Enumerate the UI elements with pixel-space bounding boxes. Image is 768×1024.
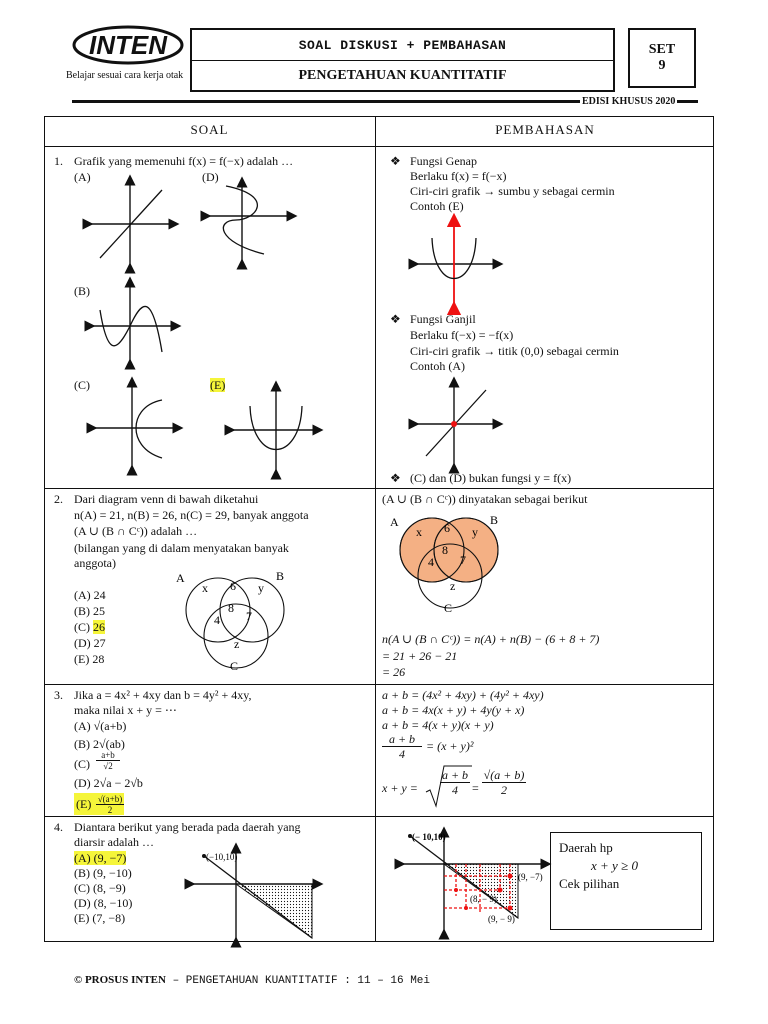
q2-sol-line2: = 21 + 26 − 21 [382,649,458,663]
q4-sol-p2: (8, − 9) [470,894,497,904]
logo-text: INTEN [89,30,167,60]
q3-option-e-fraction: √(a+b) 2 [97,794,123,815]
footer-brand: © PROSUS INTEN [74,974,166,986]
venn-label-c: C [444,601,453,615]
graph-b [90,280,180,364]
q4-sol-p1: (9, −7) [518,872,543,882]
sol-rule-even: Berlaku f(x) = f(−x) [410,169,507,183]
q2-number: 2. [54,492,63,506]
q4-option-a: (A) (9, −7) [74,851,127,865]
q2-line4: (bilangan yang di dalam menyatakan banyak [74,541,289,555]
sol-title-even: Fungsi Genap [410,154,477,168]
venn-7: 7 [246,609,252,623]
venn-z: z [450,579,456,593]
q3-sol-4-rhs: = (x + y)² [426,739,474,753]
venn-x: x [202,581,208,595]
sol-title-odd: Fungsi Ganjil [410,312,476,326]
q1-number: 1. [54,154,63,168]
q3-sol-5-eq: = [472,781,479,795]
graph-even-example [414,218,500,308]
q4-box-line2: x + y ≥ 0 [591,858,638,873]
q2-line1: Dari diagram venn di bawah diketahui [74,492,259,506]
venn-6: 6 [230,579,236,593]
q1-label-d: (D) [202,170,219,184]
q4-answer-box [550,832,702,930]
venn-label-a: A [176,571,185,585]
q4-option-c: (C) (8, −9) [74,881,126,895]
tagline: Belajar sesuai cara kerja otak [66,70,184,81]
q2-sol-line3: = 26 [382,665,406,679]
header-title-2: PENGETAHUAN KUANTITATIF [298,68,507,83]
q2-line2: n(A) = 21, n(B) = 26, n(C) = 29, banyak anggota [74,508,309,522]
header-title-box [190,28,615,92]
sol-char-even: Ciri-ciri grafik → sumbu y sebagai cermin [410,184,615,198]
column-divider [375,116,376,942]
q1-label-e: (E) [210,378,226,392]
venn-label-b: B [276,569,285,583]
q1-label-c: (C) [74,378,90,392]
graph-c [92,380,182,470]
q4-graph-point: (−10,10) [206,852,238,862]
row-divider [44,146,714,147]
venn-6: 6 [444,521,450,535]
q3-sol-5-fraction: √(a + b) 2 [483,768,525,797]
sol-example-even: Contoh (E) [410,199,464,213]
q2-answer-highlight: 26 [93,620,105,634]
graph-e [230,384,322,474]
venn-diagram-question [172,568,302,672]
edition-label: EDISI KHUSUS 2020 [582,96,676,107]
q4-number: 4. [54,820,63,834]
set-label: SET [648,42,676,57]
q4-sol-point: (− 10,10) [412,832,446,842]
q4-graph [190,846,320,942]
q4-option-b: (B) (9, −10) [74,866,132,880]
graph-odd-example [414,380,500,470]
q3-sol-5-lhs: x + y = [382,781,418,795]
set-number: 9 [658,58,666,73]
row-divider [44,684,714,685]
q3-sol-1: a + b = (4x² + 4xy) + (4y² + 4xy) [382,688,544,702]
set-box [628,28,696,88]
q3-line1: Jika a = 4x² + 4xy dan b = 4y² + 4xy, [74,688,252,702]
q3-sol-5-radicand: a + b 4 [441,768,469,797]
venn-4: 4 [214,613,220,627]
q2-option-a: (A) 24 [74,588,106,602]
column-header-pembahasan: PEMBAHASAN [495,122,595,137]
q2-sol-line1: n(A ∪ (B ∩ Cᶜ)) = n(A) + n(B) − (6 + 8 + 7) [382,632,600,646]
venn-label-b: B [490,513,499,527]
footer-rest: – PENGETAHUAN KUANTITATIF : 11 – 16 Mei [165,975,431,987]
q2-line5: anggota) [74,556,116,570]
q3-option-b: (B) 2√(ab) [74,737,125,751]
q2-option-b: (B) 25 [74,604,105,618]
q1-label-b: (B) [74,284,90,298]
sol-example-odd: Contoh (A) [410,359,465,373]
graph-d [206,180,296,264]
q4-box-line3: Cek pilihan [559,876,620,891]
q3-sol-2: a + b = 4x(x + y) + 4y(y + x) [382,703,525,717]
q3-sol-3: a + b = 4(x + y)(x + y) [382,718,494,732]
diamond-bullet: ❖ [390,154,401,168]
q3-line2: maka nilai x + y = ⋯ [74,703,177,717]
venn-y: y [472,525,478,539]
q3-option-c-fraction: a+b √2 [96,750,120,771]
q3-option-e-label: (E) [76,797,92,811]
venn-label-a: A [390,515,399,529]
q3-option-a: (A) √(a+b) [74,719,127,733]
q2-option-d: (D) 27 [74,636,106,650]
venn-8: 8 [442,543,448,557]
q1-question: Grafik yang memenuhi f(x) = f(−x) adalah … [74,154,294,168]
q4-line1: Diantara berikut yang berada pada daerah yang [74,820,301,834]
q2-line3: (A ∪ (B ∩ Cᶜ)) adalah … [74,524,198,538]
q1-label-a: (A) [74,170,91,184]
q3-option-d: (D) 2√a − 2√b [74,776,143,790]
q4-line2: diarsir adalah … [74,835,154,849]
q4-solution-graph [400,830,550,934]
sol-char-odd: Ciri-ciri grafik → titik (0,0) sebagai cermin [410,344,619,358]
q3-sol-4-fraction: a + b 4 [382,732,422,761]
footer [74,974,430,987]
sol-rule-odd: Berlaku f(−x) = −f(x) [410,328,514,342]
sol-note-cd: (C) dan (D) bukan fungsi y = f(x) [410,471,572,485]
q2-option-e: (E) 28 [74,652,105,666]
q3-option-c-label: (C) [74,757,90,771]
graph-a [88,178,178,268]
venn-z: z [234,637,240,651]
header-title-1: SOAL DISKUSI + PEMBAHASAN [192,30,613,61]
q4-option-e: (E) (7, −8) [74,911,126,925]
row-divider [44,816,714,817]
q4-sol-p3: (9, − 9) [488,914,515,924]
q4-box-line1: Daerah hp [559,840,613,855]
venn-label-c: C [230,659,239,673]
q3-number: 3. [54,688,63,702]
venn-diagram-solution [386,508,516,614]
diamond-bullet: ❖ [390,471,401,485]
venn-y: y [258,581,264,595]
diamond-bullet: ❖ [390,312,401,326]
q2-option-c: (C) 26 [74,620,105,634]
column-header-soal: SOAL [190,122,229,137]
q2-sol-intro: (A ∪ (B ∩ Cᶜ)) dinyatakan sebagai berikut [382,492,588,506]
venn-x: x [416,525,422,539]
q4-option-d: (D) (8, −10) [74,896,133,910]
venn-8: 8 [228,601,234,615]
venn-7: 7 [460,553,466,567]
venn-4: 4 [428,555,434,569]
row-divider [44,488,714,489]
inten-logo [72,24,184,72]
